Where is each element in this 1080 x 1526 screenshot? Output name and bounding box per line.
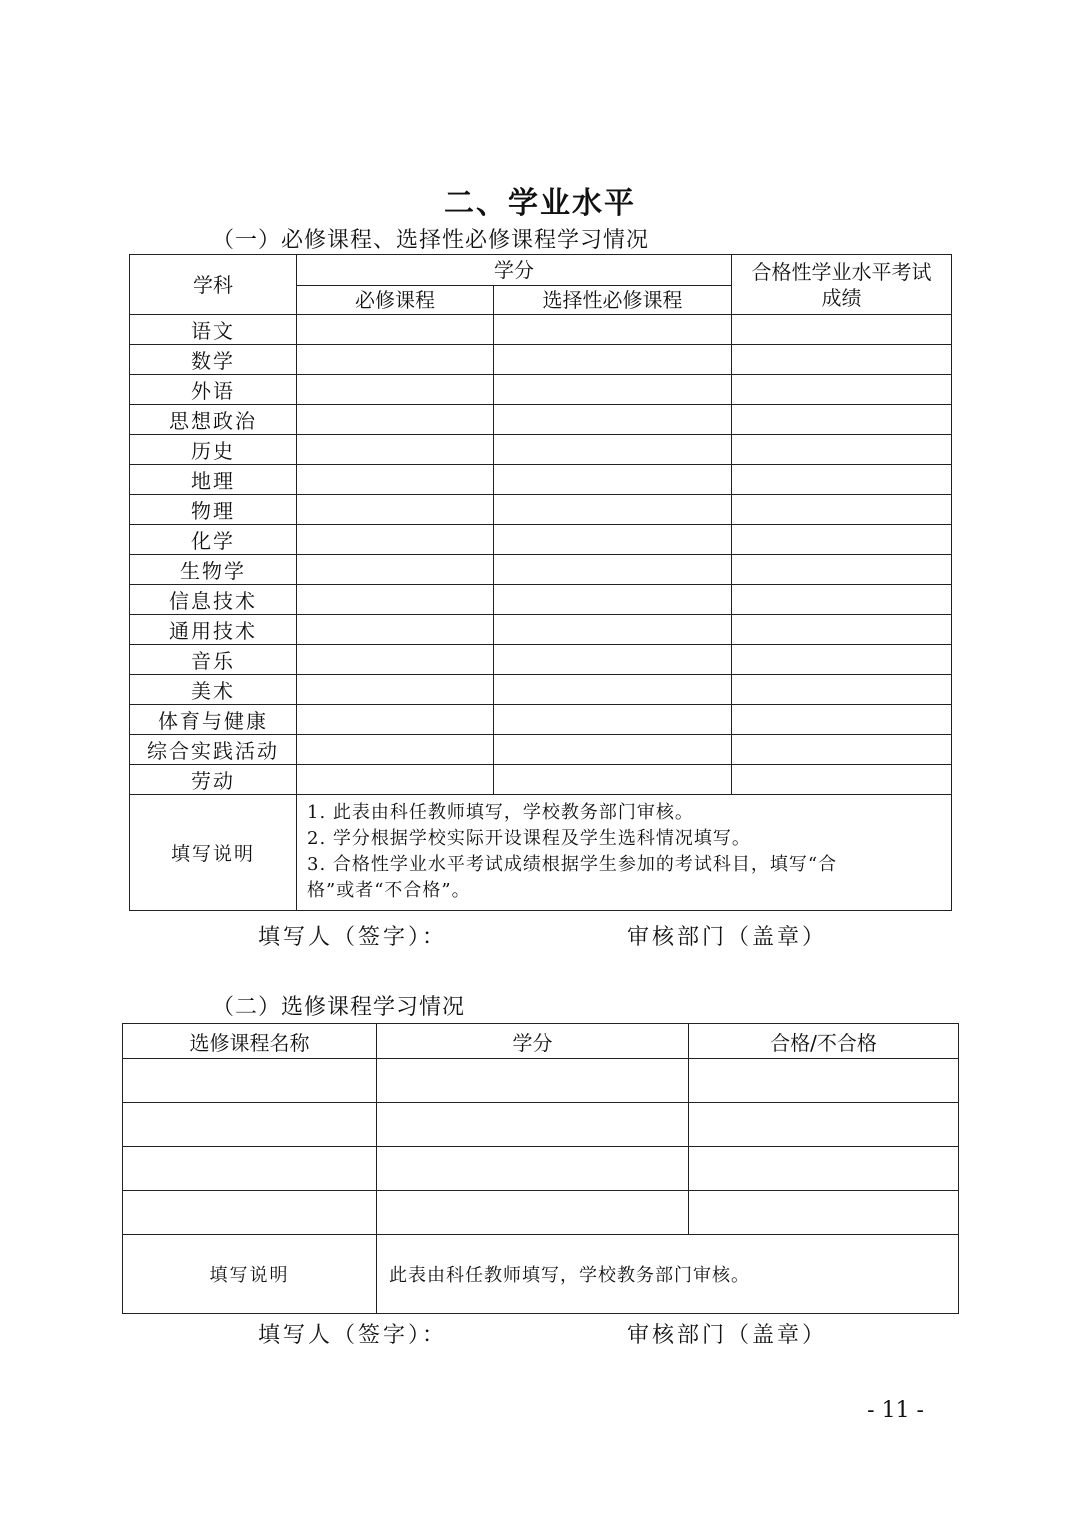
- table-row: [130, 765, 952, 795]
- subject-name: 语文: [130, 315, 297, 345]
- page-title: 二、学业水平: [444, 186, 636, 221]
- pass-fail-cell[interactable]: [689, 1147, 959, 1191]
- reviewer-stamp-label: 审核部门（盖章）: [627, 925, 828, 950]
- exam-result-cell[interactable]: [732, 345, 952, 375]
- table-row: [130, 525, 952, 555]
- elective-required-credit-cell[interactable]: [494, 495, 732, 525]
- header-exam-line1: 合格性学业水平考试: [751, 259, 932, 284]
- elective-courses-table: [122, 1023, 959, 1314]
- section1-subtitle: （一）必修课程、选择性必修课程学习情况: [212, 228, 650, 253]
- required-credit-cell[interactable]: [297, 375, 494, 405]
- required-credit-cell[interactable]: [297, 525, 494, 555]
- table-row: [130, 585, 952, 615]
- course-name-cell[interactable]: [123, 1147, 377, 1191]
- subject-name: 生物学: [130, 555, 297, 585]
- exam-result-cell[interactable]: [732, 765, 952, 795]
- elective-required-credit-cell[interactable]: [494, 435, 732, 465]
- credits-cell[interactable]: [377, 1147, 689, 1191]
- elective-required-credit-cell[interactable]: [494, 525, 732, 555]
- table-row: [123, 1059, 959, 1103]
- required-credit-cell[interactable]: [297, 615, 494, 645]
- required-credit-cell[interactable]: [297, 405, 494, 435]
- page-number-text: - 11 -: [867, 1398, 924, 1423]
- elective-required-credit-cell[interactable]: [494, 675, 732, 705]
- required-credit-cell[interactable]: [297, 585, 494, 615]
- subject-name: 物理: [130, 495, 297, 525]
- exam-result-cell[interactable]: [732, 465, 952, 495]
- header-credits: 学分: [377, 1024, 689, 1059]
- course-name-cell[interactable]: [123, 1103, 377, 1147]
- required-credit-cell[interactable]: [297, 435, 494, 465]
- header-exam-line2: 成绩: [821, 285, 862, 310]
- required-credit-cell[interactable]: [297, 495, 494, 525]
- subject-name: 综合实践活动: [130, 735, 297, 765]
- elective-required-credit-cell[interactable]: [494, 705, 732, 735]
- table-row: [130, 705, 952, 735]
- notes-cell: [297, 795, 952, 911]
- header-elective-required: 选择性必修课程: [494, 286, 732, 315]
- subject-name: 音乐: [130, 645, 297, 675]
- subject-name: 信息技术: [130, 585, 297, 615]
- table-row: [130, 495, 952, 525]
- notes-label: 填写说明: [130, 795, 297, 911]
- pass-fail-cell[interactable]: [689, 1059, 959, 1103]
- table-row: [130, 735, 952, 765]
- required-credit-cell[interactable]: [297, 645, 494, 675]
- exam-result-cell[interactable]: [732, 645, 952, 675]
- table-row: [130, 435, 952, 465]
- subject-name: 通用技术: [130, 615, 297, 645]
- course-name-cell[interactable]: [123, 1191, 377, 1235]
- exam-result-cell[interactable]: [732, 615, 952, 645]
- table-row: [130, 405, 952, 435]
- table-row: [130, 315, 952, 345]
- note-line: 3. 合格性学业水平考试成绩根据学生参加的考试科目，填写“合: [307, 854, 838, 875]
- required-credit-cell[interactable]: [297, 315, 494, 345]
- elective-required-credit-cell[interactable]: [494, 345, 732, 375]
- required-credit-cell[interactable]: [297, 555, 494, 585]
- elective-required-credit-cell[interactable]: [494, 645, 732, 675]
- notes-cell: 此表由科任教师填写，学校教务部门审核。: [377, 1235, 959, 1314]
- table-row: [130, 375, 952, 405]
- exam-result-cell[interactable]: [732, 555, 952, 585]
- subject-name: 数学: [130, 345, 297, 375]
- elective-required-credit-cell[interactable]: [494, 615, 732, 645]
- required-courses-table: [129, 254, 952, 911]
- table-row: [130, 675, 952, 705]
- subject-name: 化学: [130, 525, 297, 555]
- table-row: [123, 1103, 959, 1147]
- table-row: [123, 1191, 959, 1235]
- elective-required-credit-cell[interactable]: [494, 735, 732, 765]
- pass-fail-cell[interactable]: [689, 1191, 959, 1235]
- credits-cell[interactable]: [377, 1191, 689, 1235]
- header-subject: 学科: [130, 255, 297, 315]
- elective-required-credit-cell[interactable]: [494, 405, 732, 435]
- table-row: [123, 1147, 959, 1191]
- elective-required-credit-cell[interactable]: [494, 315, 732, 345]
- header-credits: 学分: [297, 255, 732, 286]
- section2-subtitle: （二）选修课程学习情况: [212, 995, 466, 1020]
- notes-label: 填写说明: [123, 1235, 377, 1314]
- exam-result-cell[interactable]: [732, 375, 952, 405]
- exam-result-cell[interactable]: [732, 495, 952, 525]
- course-name-cell[interactable]: [123, 1059, 377, 1103]
- table-row: [130, 465, 952, 495]
- required-credit-cell[interactable]: [297, 705, 494, 735]
- note-line: 2. 学分根据学校实际开设课程及学生选科情况填写。: [307, 828, 751, 849]
- table-row: [130, 345, 952, 375]
- elective-required-credit-cell[interactable]: [494, 375, 732, 405]
- header-required: 必修课程: [297, 286, 494, 315]
- required-credit-cell[interactable]: [297, 465, 494, 495]
- credits-cell[interactable]: [377, 1059, 689, 1103]
- subject-name: 思想政治: [130, 405, 297, 435]
- header-pass-fail: 合格/不合格: [689, 1024, 959, 1059]
- header-exam-result: [732, 255, 952, 315]
- subject-name: 地理: [130, 465, 297, 495]
- exam-result-cell[interactable]: [732, 405, 952, 435]
- elective-required-credit-cell[interactable]: [494, 555, 732, 585]
- subject-name: 外语: [130, 375, 297, 405]
- pass-fail-cell[interactable]: [689, 1103, 959, 1147]
- subject-name: 美术: [130, 675, 297, 705]
- exam-result-cell[interactable]: [732, 315, 952, 345]
- elective-required-credit-cell[interactable]: [494, 465, 732, 495]
- exam-result-cell[interactable]: [732, 585, 952, 615]
- exam-result-cell[interactable]: [732, 705, 952, 735]
- reviewer-stamp-label: 审核部门（盖章）: [627, 1323, 828, 1348]
- exam-result-cell[interactable]: [732, 675, 952, 705]
- exam-result-cell[interactable]: [732, 735, 952, 765]
- elective-required-credit-cell[interactable]: [494, 765, 732, 795]
- page-number: [0, 1398, 1080, 1423]
- required-credit-cell[interactable]: [297, 345, 494, 375]
- exam-result-cell[interactable]: [732, 435, 952, 465]
- filler-signature-label: 填写人（签字）：: [258, 1323, 448, 1348]
- subject-rows: [130, 315, 952, 795]
- filler-signature-label: 填写人（签字）：: [258, 925, 448, 950]
- elective-required-credit-cell[interactable]: [494, 585, 732, 615]
- subject-name: 历史: [130, 435, 297, 465]
- credits-cell[interactable]: [377, 1103, 689, 1147]
- required-credit-cell[interactable]: [297, 765, 494, 795]
- table-row: [130, 645, 952, 675]
- header-course-name: 选修课程名称: [123, 1024, 377, 1059]
- note-line: 1. 此表由科任教师填写，学校教务部门审核。: [307, 802, 694, 823]
- exam-result-cell[interactable]: [732, 525, 952, 555]
- note-line: 格”或者“不合格”。: [307, 880, 471, 901]
- subject-name: 体育与健康: [130, 705, 297, 735]
- table-row: [130, 555, 952, 585]
- table-row: [130, 615, 952, 645]
- subject-name: 劳动: [130, 765, 297, 795]
- required-credit-cell[interactable]: [297, 735, 494, 765]
- required-credit-cell[interactable]: [297, 675, 494, 705]
